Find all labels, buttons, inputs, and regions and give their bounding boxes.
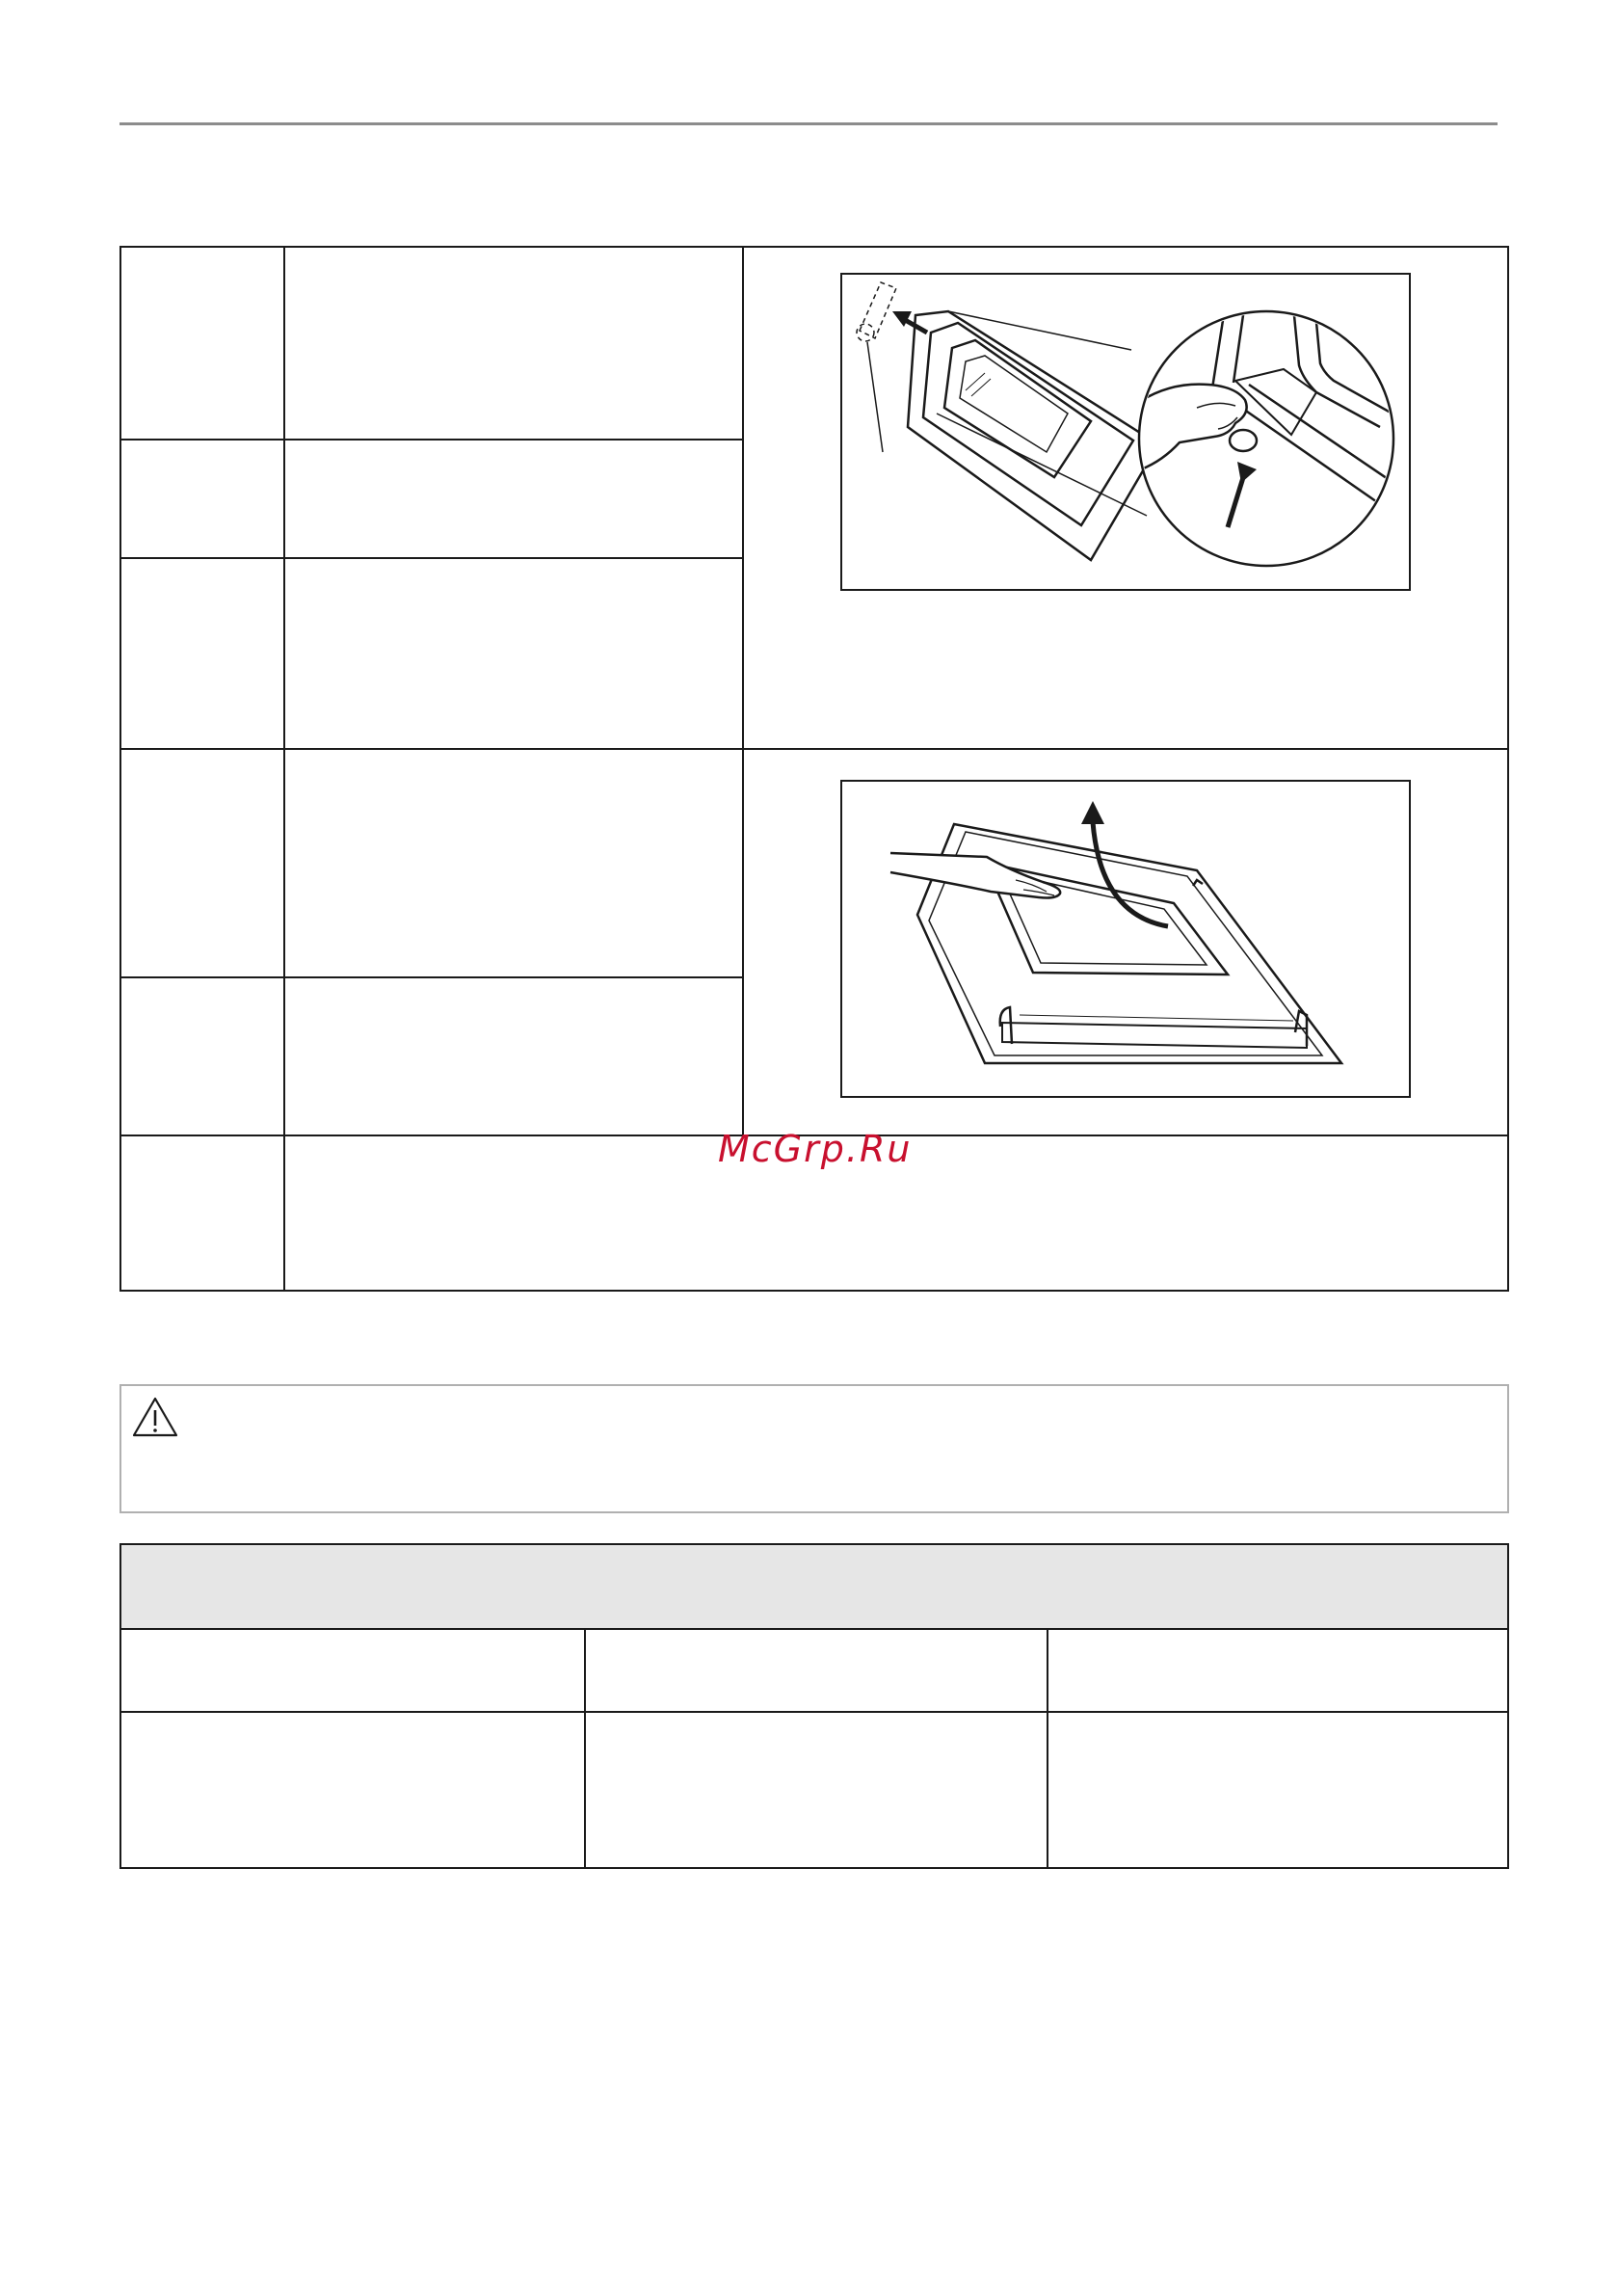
table-cell bbox=[586, 1713, 1047, 1867]
step-number bbox=[121, 559, 283, 748]
info-table bbox=[119, 1543, 1509, 1869]
warning-box bbox=[119, 1384, 1509, 1513]
step-number bbox=[121, 441, 283, 557]
column-header bbox=[586, 1630, 1047, 1711]
step-text bbox=[285, 248, 742, 439]
step-text bbox=[285, 750, 742, 976]
table-cell bbox=[1048, 1713, 1507, 1867]
step-text bbox=[285, 441, 742, 557]
table-divider bbox=[742, 248, 744, 1136]
warning-triangle-icon bbox=[131, 1396, 179, 1438]
step-number bbox=[121, 978, 283, 1135]
header-rule bbox=[119, 122, 1498, 125]
step-number bbox=[121, 750, 283, 976]
step-number bbox=[121, 1136, 283, 1290]
info-table-header bbox=[121, 1545, 1507, 1628]
step-number bbox=[121, 248, 283, 439]
table-cell bbox=[121, 1713, 584, 1867]
glass-panel-removal-illustration bbox=[840, 780, 1411, 1098]
door-clamp-illustration bbox=[840, 273, 1411, 591]
column-header bbox=[121, 1630, 584, 1711]
step-text bbox=[285, 559, 742, 748]
info-table-title bbox=[121, 1545, 1507, 1628]
column-header bbox=[1048, 1630, 1507, 1711]
watermark: McGrp.Ru bbox=[718, 1128, 913, 1170]
step-text bbox=[285, 978, 742, 1135]
